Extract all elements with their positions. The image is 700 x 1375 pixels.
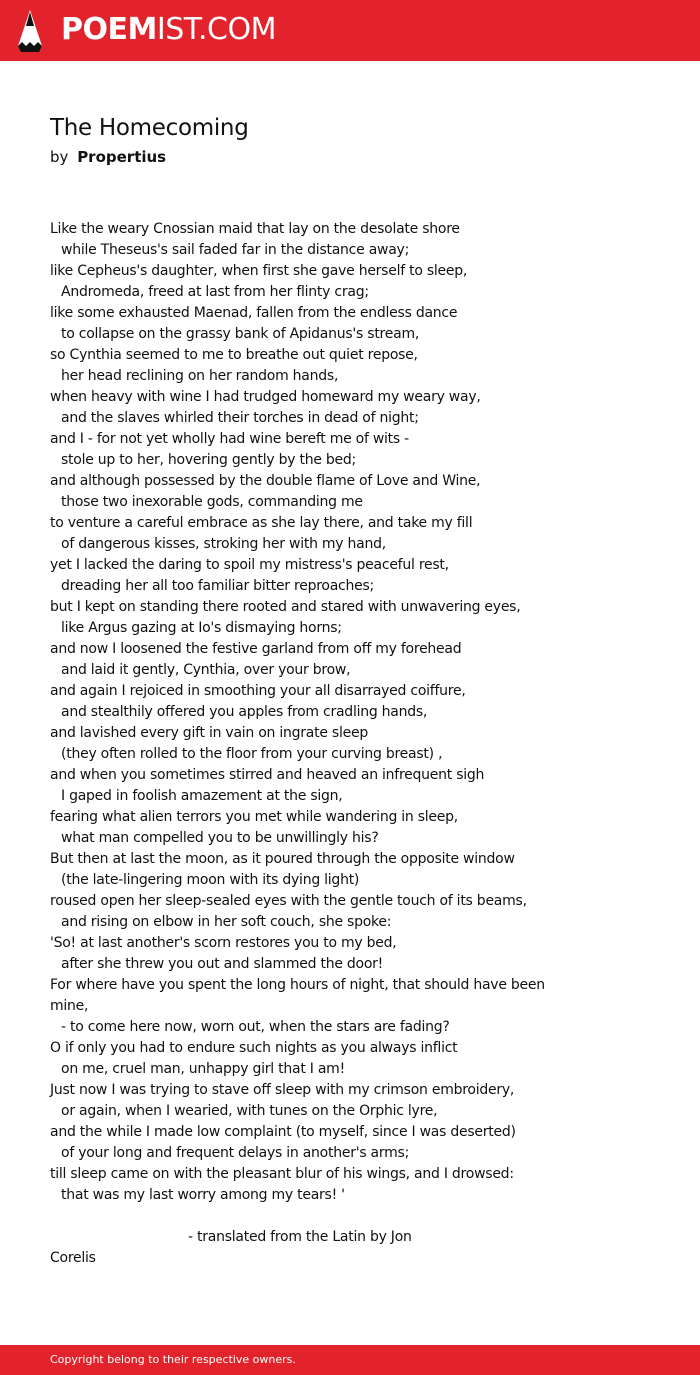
logo-bold-text: POEM — [61, 12, 157, 47]
site-header — [0, 0, 700, 61]
poem-line: to collapse on the grassy bank of Apidanus's stream, — [61, 326, 420, 342]
translator-line-2: Corelis — [50, 1250, 96, 1266]
poem-line: and stealthily offered you apples from cradling hands, — [61, 704, 428, 720]
poem-line: of your long and frequent delays in another's arms; — [61, 1145, 410, 1161]
poem-line: like Argus gazing at Io's dismaying horns; — [61, 620, 342, 636]
poem-line: to venture a careful embrace as she lay there, and take my fill — [50, 515, 473, 531]
copyright-text: Copyright belong to their respective owners. — [50, 1353, 296, 1366]
poem-line: O if only you had to endure such nights as you always inflict — [50, 1040, 458, 1056]
poem-line: what man compelled you to be unwillingly his? — [61, 830, 379, 846]
by-label: by — [50, 148, 69, 166]
poem-line: on me, cruel man, unhappy girl that I am! — [61, 1061, 345, 1077]
poem-line: and although possessed by the double flame of Love and Wine, — [50, 473, 481, 489]
poem-line: and the while I made low complaint (to myself, since I was deserted) — [50, 1124, 516, 1140]
poem-line: or again, when I wearied, with tunes on the Orphic lyre, — [61, 1103, 438, 1119]
poem-line: (the late-lingering moon with its dying light) — [61, 872, 360, 888]
site-logo[interactable] — [61, 10, 276, 50]
poem-line: and now I loosened the festive garland from off my forehead — [50, 641, 462, 657]
poem-line: fearing what alien terrors you met while wandering in sleep, — [50, 809, 458, 825]
poem-line: and when you sometimes stirred and heaved an infrequent sigh — [50, 767, 485, 783]
poem-line: of dangerous kisses, stroking her with my hand, — [61, 536, 386, 552]
poem-line: her head reclining on her random hands, — [61, 368, 339, 384]
poem-line: 'So! at last another's scorn restores you to my bed, — [50, 935, 397, 951]
poem-line: like some exhausted Maenad, fallen from the endless dance — [50, 305, 458, 321]
poem-line: so Cynthia seemed to me to breathe out quiet repose, — [50, 347, 418, 363]
poem-line: But then at last the moon, as it poured through the opposite window — [50, 851, 515, 867]
poem-line: but I kept on standing there rooted and stared with unwavering eyes, — [50, 599, 521, 615]
translator-line-1: - translated from the Latin by Jon — [188, 1229, 412, 1245]
poem-line: Like the weary Cnossian maid that lay on the desolate shore — [50, 221, 460, 237]
site-footer — [0, 1345, 700, 1375]
poem-line: and laid it gently, Cynthia, over your brow, — [61, 662, 351, 678]
translator-credit — [50, 1227, 430, 1269]
logo-thin-text: IST.COM — [156, 12, 276, 47]
poem-line: and rising on elbow in her soft couch, she spoke: — [61, 914, 392, 930]
poem-title: The Homecoming — [50, 115, 249, 141]
pen-nib-logo-icon[interactable] — [16, 8, 44, 52]
poem-line: and lavished every gift in vain on ingrate sleep — [50, 725, 368, 741]
poem-line: Andromeda, freed at last from her flinty crag; — [61, 284, 369, 300]
poem-line: and again I rejoiced in smoothing your all disarrayed coiffure, — [50, 683, 466, 699]
poem-line: like Cepheus's daughter, when first she gave herself to sleep, — [50, 263, 468, 279]
poem-line: those two inexorable gods, commanding me — [61, 494, 363, 510]
poem-line: Just now I was trying to stave off sleep with my crimson embroidery, — [50, 1082, 515, 1098]
poem-line: yet I lacked the daring to spoil my mistress's peaceful rest, — [50, 557, 449, 573]
poem-line: - to come here now, worn out, when the stars are fading? — [61, 1019, 450, 1035]
author-name: Propertius — [77, 148, 167, 166]
poem-line: till sleep came on with the pleasant blur of his wings, and I drowsed: — [50, 1166, 514, 1182]
poem-body — [50, 219, 560, 1206]
poem-line: roused open her sleep-sealed eyes with the gentle touch of its beams, — [50, 893, 527, 909]
poem-line: that was my last worry among my tears! ' — [61, 1187, 345, 1203]
poem-line: and I - for not yet wholly had wine bereft me of wits - — [50, 431, 409, 447]
poem-line: stole up to her, hovering gently by the bed; — [61, 452, 356, 468]
poem-line: For where have you spent the long hours of night, that should have been mine, — [50, 977, 545, 1014]
poem-line: after she threw you out and slammed the door! — [61, 956, 384, 972]
poem-line: I gaped in foolish amazement at the sign, — [61, 788, 343, 804]
poem-line: while Theseus's sail faded far in the distance away; — [61, 242, 410, 258]
poem-line: (they often rolled to the floor from your curving breast) , — [61, 746, 443, 762]
poem-line: and the slaves whirled their torches in dead of night; — [61, 410, 419, 426]
poem-line: when heavy with wine I had trudged homeward my weary way, — [50, 389, 481, 405]
poem-line: dreading her all too familiar bitter reproaches; — [61, 578, 374, 594]
byline — [50, 148, 166, 166]
